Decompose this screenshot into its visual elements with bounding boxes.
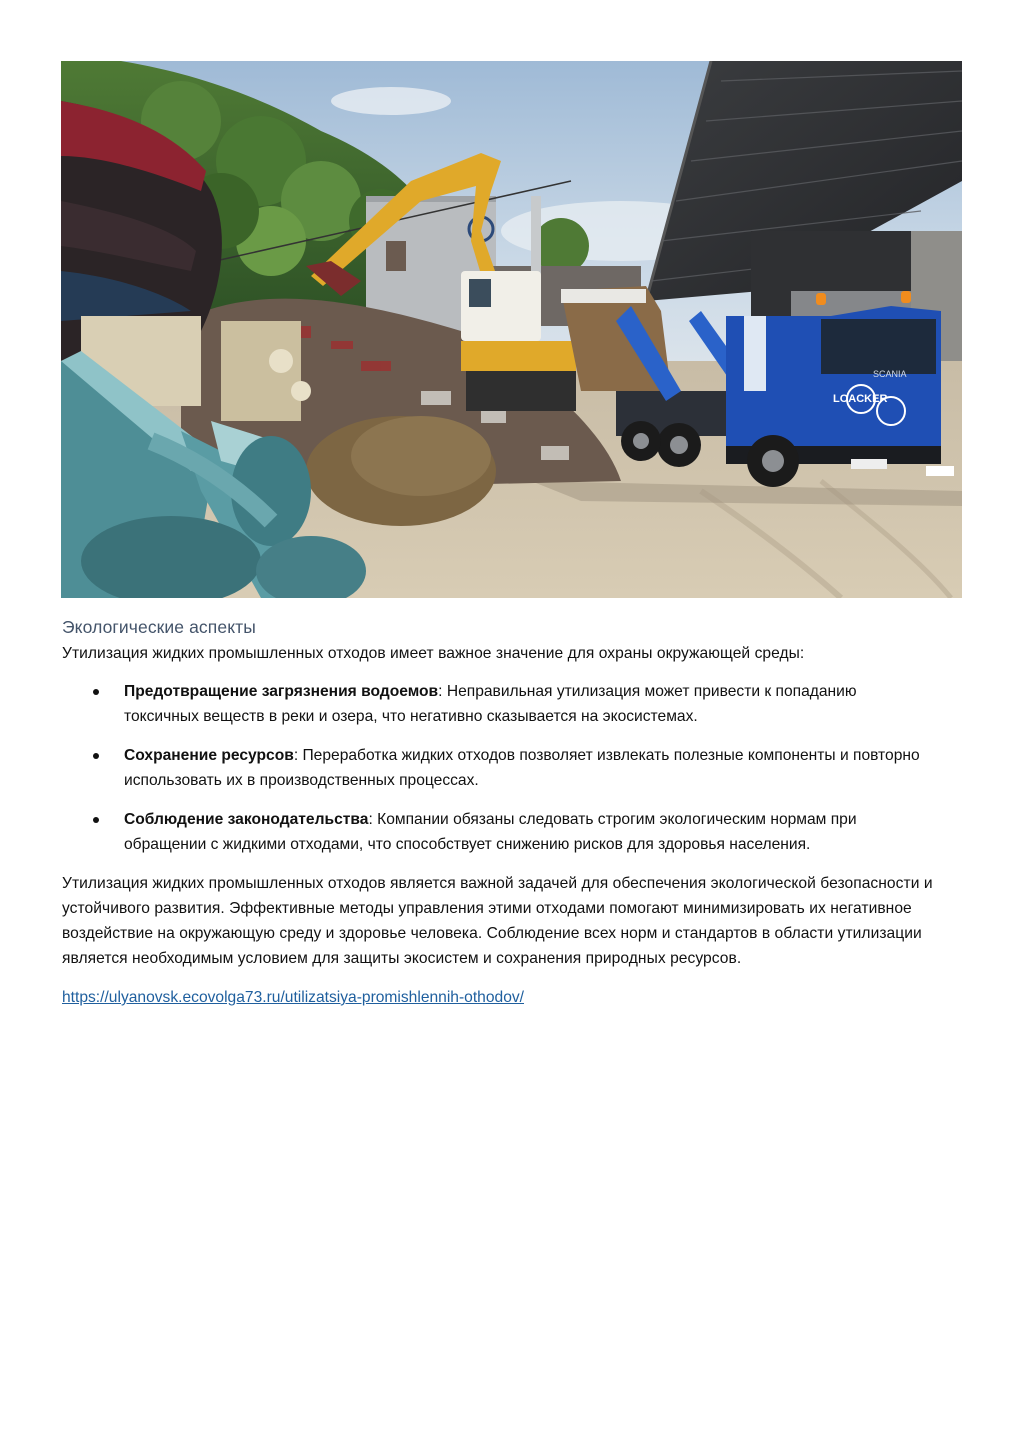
bullet-icon: [93, 689, 99, 695]
list-item-text: : Компании обязаны следовать строгим экологическим нормам при обращении с жидкими отходами, что способствует снижению рисков для здоровья населения.: [124, 811, 857, 853]
list-item-title: Предотвращение загрязнения водоемов: [124, 683, 439, 700]
bullet-icon: [93, 753, 99, 759]
list-item-text: : Неправильная утилизация может привести к попаданию токсичных веществ в реки и озера, что негативно сказывается на экосистемах.: [124, 683, 857, 725]
list-item-title: Сохранение ресурсов: [124, 747, 294, 764]
truck-logo-text: LOACKER: [833, 393, 888, 405]
source-link[interactable]: https://ulyanovsk.ecovolga73.ru/utilizatsiya-promishlennih-othodov/: [62, 989, 524, 1006]
eco-aspects-section: [62, 614, 942, 1010]
scrapyard-photo: [61, 61, 962, 598]
scrapyard-photo-illustration: [61, 61, 962, 598]
list-item-title: Соблюдение законодательства: [124, 811, 369, 828]
intro-paragraph: Утилизация жидких промышленных отходов имеет важное значение для охраны окружающей среды:: [62, 645, 805, 662]
conclusion-paragraph: Утилизация жидких промышленных отходов является важной задачей для обеспечения экологической безопасности и устойчивого развития. Эффективные методы управления этими отходами помогают минимизировать их негативное воздействие на окружающую среду и здоровье человека. Соблюдение всех норм и стандартов в области утилизации является необходимым условием для защиты экосистем и сохранения природных ресурсов.: [62, 875, 933, 967]
list-item: [62, 679, 934, 729]
bullet-icon: [93, 817, 99, 823]
section-heading: Экологические аспекты: [62, 617, 256, 637]
list-item: [62, 743, 934, 793]
truck-brand-text: SCANIA: [873, 369, 907, 379]
list-item: [62, 807, 934, 857]
list-item-text: : Переработка жидких отходов позволяет извлекать полезные компоненты и повторно использовать их в производственных процессах.: [124, 747, 920, 789]
bullet-list: [62, 679, 942, 857]
